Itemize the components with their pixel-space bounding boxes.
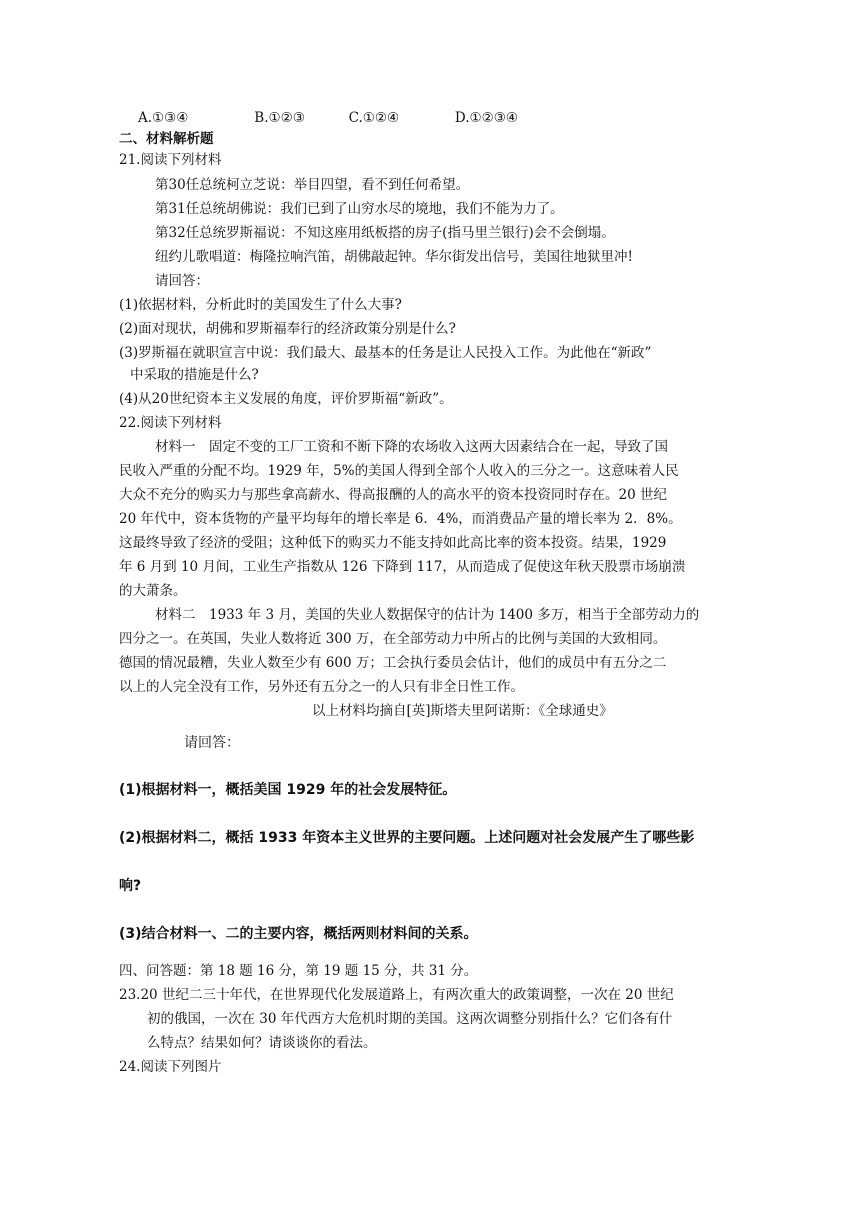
section-2-title: 二、材料解析题 [119, 131, 214, 147]
answer-options [138, 108, 518, 128]
q21-question: (4)从20世纪资本主义发展的角度，评价罗斯福“新政”。 [119, 391, 453, 407]
q21-quote: 第31任总统胡佛说：我们已到了山穷水尽的境地，我们不能为力了。 [155, 201, 564, 217]
q21-quote: 第32任总统罗斯福说：不知这座用纸板搭的房子(指马里兰银行)会不会倒塌。 [155, 225, 615, 241]
q21-question: (3)罗斯福在就职宣言中说：我们最大、最基本的任务是让人民投入工作。为此他在“新政” [119, 345, 652, 361]
q22-material1-line: 年 6 月到 10 月间，工业生产指数从 126 下降到 117，从而造成了促使这年秋天股票市场崩溃 [119, 559, 686, 575]
q22-question: (3)结合材料一、二的主要内容，概括两则材料间的关系。 [119, 926, 478, 942]
q21-quote: 纽约儿歌唱道：梅隆拉响汽笛，胡佛敲起钟。华尔街发出信号，美国往地狱里冲! [155, 249, 633, 265]
q23-line: 么特点？结果如何？请谈谈你的看法。 [147, 1035, 377, 1051]
q22-material1-line: 民收入严重的分配不均。1929 年，5%的美国人得到全部个人收入的三分之一。这意味着人民 [119, 463, 679, 479]
q22-material2-line: 材料二 1933 年 3 月，美国的失业人数据保守的估计为 1400 多万，相当于全部劳动力的 [155, 607, 700, 623]
q22-question: (1)根据材料一，概括美国 1929 年的社会发展特征。 [119, 782, 457, 798]
q22-title: 22.阅读下列材料 [119, 415, 222, 431]
q22-source: 以上材料均摘自[英]斯塔夫里阿诺斯：《全球通史》 [312, 703, 613, 719]
q22-prompt: 请回答： [184, 735, 240, 751]
option-d: D.①②③④ [454, 110, 518, 126]
option-a: A.①③④ [138, 110, 189, 126]
q24-title: 24.阅读下列图片 [119, 1059, 222, 1075]
q22-material2-line: 以上的人完全没有工作，另外还有五分之一的人只有非全日性工作。 [119, 679, 524, 695]
q22-material1-line: 材料一 固定不变的工厂工资和不断下降的农场收入这两大因素结合在一起，导致了国 [155, 439, 668, 455]
q22-material2-line: 德国的情况最糟，失业人数至少有 600 万；工会执行委员会估计，他们的成员中有五分之二 [119, 655, 667, 671]
q22-material1-line: 20 年代中，资本货物的产量平均每年的增长率是 6．4%，而消费品产量的增长率为 2．8%。 [119, 511, 682, 527]
q21-question-cont: 中采取的措施是什么? [130, 367, 259, 383]
q23-line: 23.20 世纪二三十年代，在世界现代化发展道路上，有两次重大的政策调整，一次在 20 世纪 [119, 987, 674, 1003]
q22-material1-line: 这最终导致了经济的受阻；这种低下的购买力不能支持如此高比率的资本投资。结果，1929 [119, 535, 667, 551]
q23-line: 初的俄国，一次在 30 年代西方大危机时期的美国。这两次调整分别指什么？它们各有什 [147, 1011, 673, 1027]
q22-question: (2)根据材料二，概括 1933 年资本主义世界的主要问题。上述问题对社会发展产生了哪些影 [119, 830, 695, 846]
q21-quote: 第30任总统柯立芝说：举目四望，看不到任何希望。 [155, 177, 470, 193]
option-c: C.①②④ [348, 110, 400, 126]
q22-material1-line: 的大萧条。 [119, 583, 187, 599]
q22-material2-line: 四分之一。在英国，失业人数将近 300 万，在全部劳动力中所占的比例与美国的大致相同。 [119, 631, 667, 647]
q21-question: (2)面对现状，胡佛和罗斯福奉行的经济政策分别是什么? [119, 321, 456, 337]
option-b: B.①②③ [254, 110, 305, 126]
q21-question: (1)依据材料，分析此时的美国发生了什么大事? [119, 297, 402, 313]
q21-prompt: 请回答： [155, 273, 209, 289]
section-4-title: 四、问答题：第 18 题 16 分，第 19 题 15 分，共 31 分。 [119, 963, 478, 979]
q22-question-cont: 响? [119, 878, 142, 894]
q21-title: 21.阅读下列材料 [119, 152, 222, 168]
q22-material1-line: 大众不充分的购买力与那些拿高薪水、得高报酬的人的高水平的资本投资同时存在。20 世纪 [119, 487, 667, 503]
